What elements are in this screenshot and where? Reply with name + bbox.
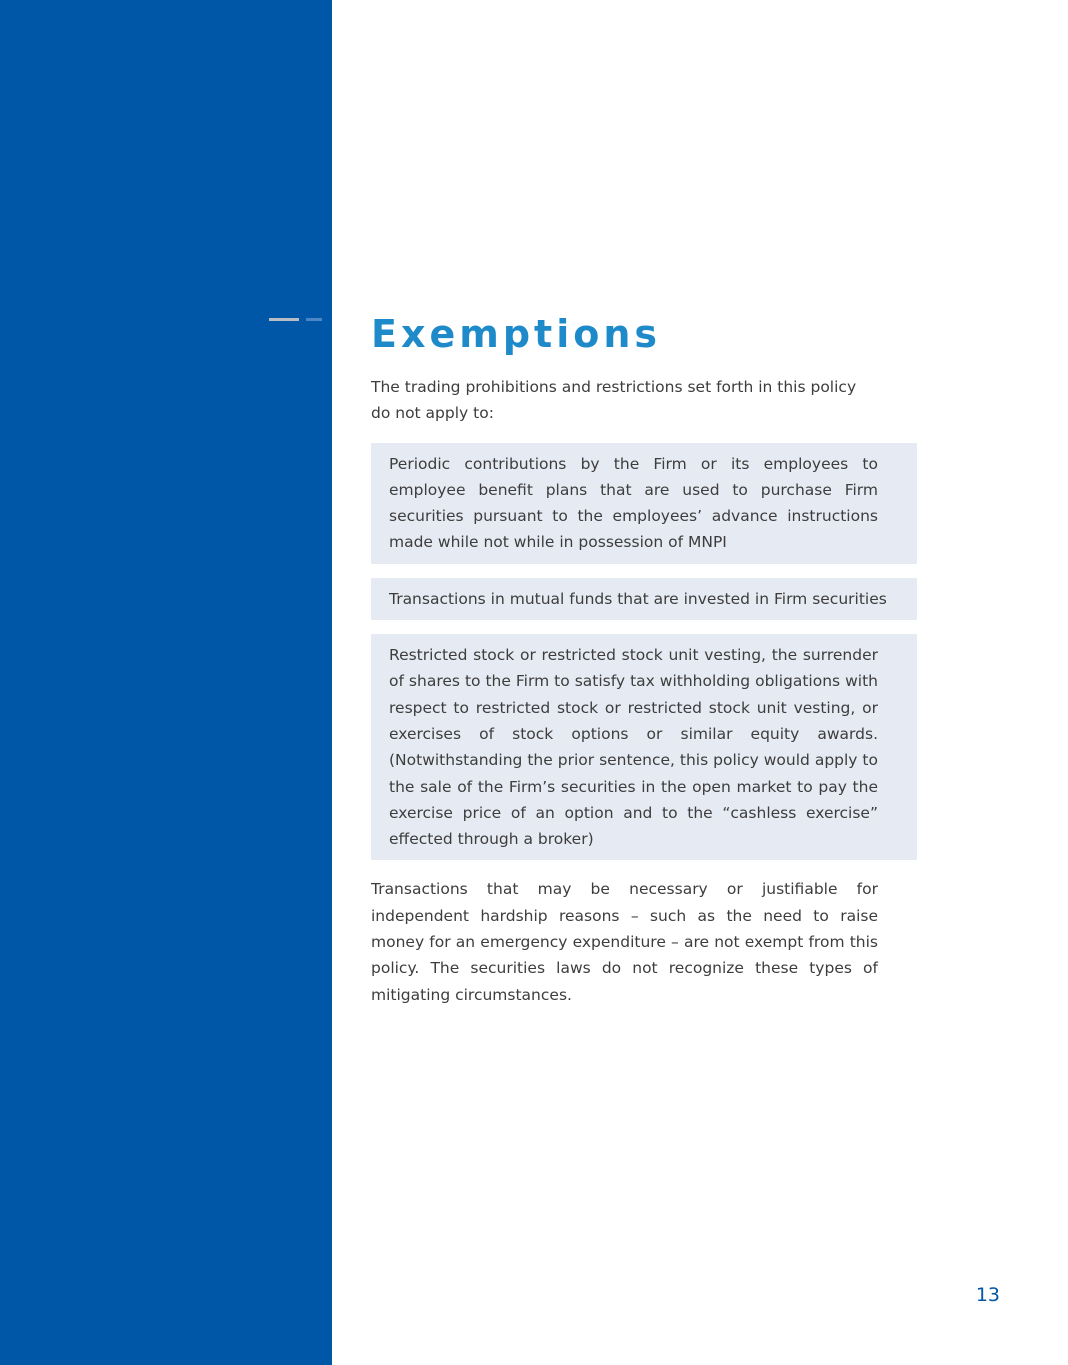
exemption-item: Restricted stock or restricted stock unit vesting, the surrender of shares to the Firm to satisfy tax withholding obligations with respect to restricted stock or restricted stock unit vesting, or exercises of stock options or similar equity awards. (Notwithstanding the prior sentence, this policy would apply to the sale of the Firm’s securities in the open market to pay the exercise price of an option and to the “cashless exercise” effected through a broker): [371, 634, 917, 860]
exemption-item: Periodic contributions by the Firm or its employees to employee benefit plans that are used to purchase Firm securities pursuant to the employees’ advance instructions made while not while in possession of MNPI: [371, 443, 917, 564]
sidebar-band: [0, 0, 332, 1365]
intro-paragraph: The trading prohibitions and restrictions set forth in this policy do not apply to:: [371, 378, 857, 423]
title-marker-accent-dash: [306, 318, 322, 321]
title-marker-dash: [269, 318, 299, 321]
main-content: [371, 304, 917, 1008]
closing-paragraph: Transactions that may be necessary or justifiable for independent hardship reasons – such as the need to raise money for an emergency expenditure – are not exempt from this policy. The securities laws do not recognize these types of mitigating circumstances.: [371, 880, 878, 1004]
page-number: 13: [975, 1284, 1000, 1306]
page-title: Exemptions: [371, 312, 662, 356]
exemption-item: Transactions in mutual funds that are invested in Firm securities: [371, 578, 917, 620]
